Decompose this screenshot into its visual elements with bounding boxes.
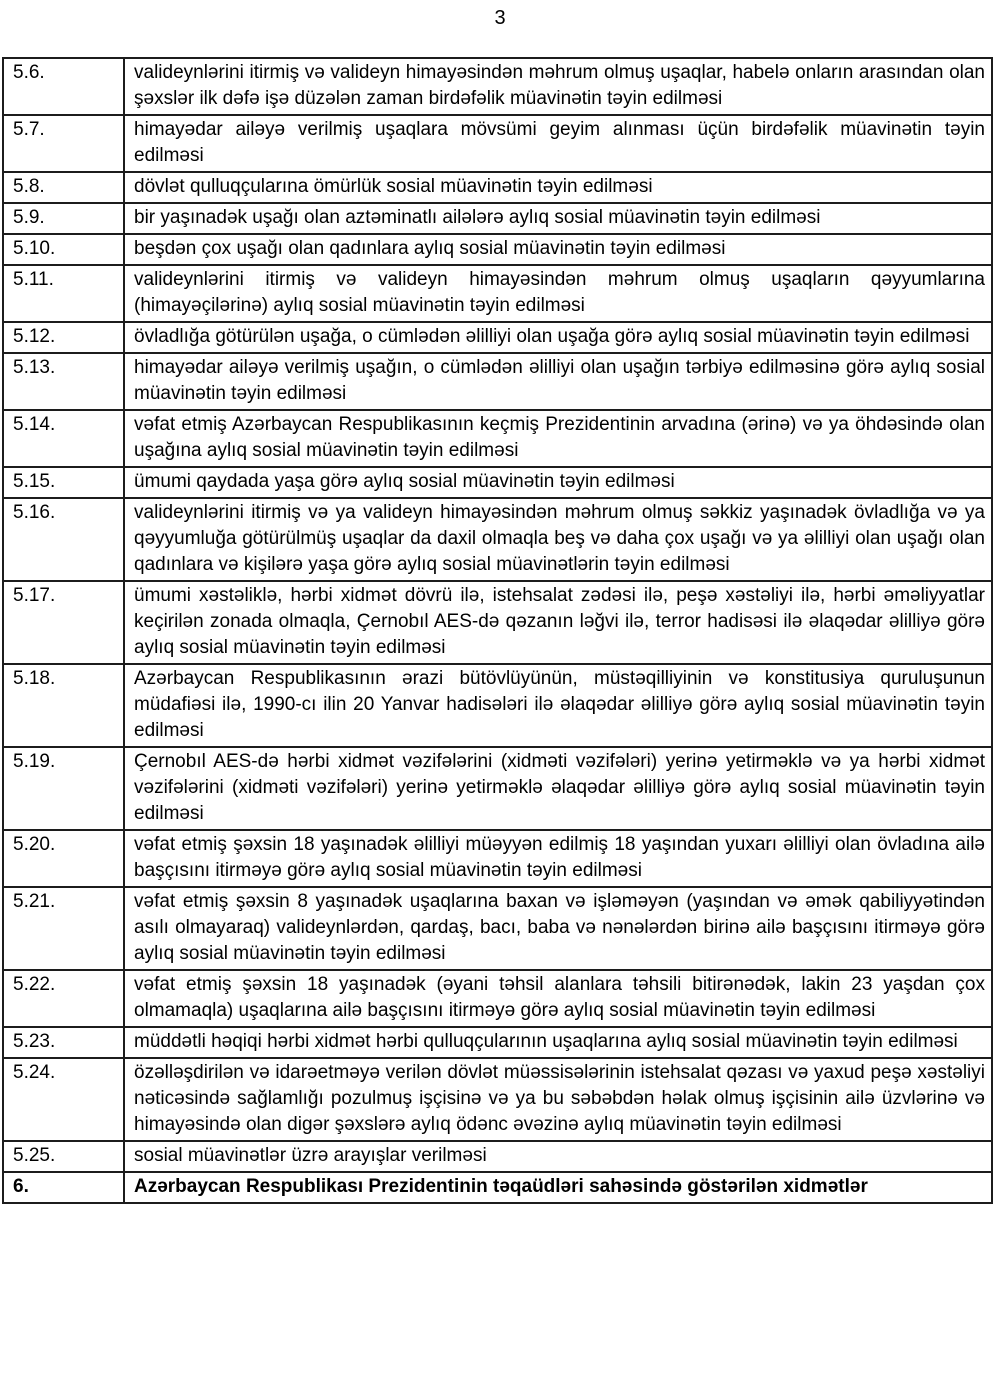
table-row (3, 172, 992, 203)
row-text-cell: valideynlərini itirmiş və valideyn himayəsindən məhrum olmuş uşaqların qəyyumlarına (himayəçilərinə) aylıq sosial müavinətin təyin edilməsi (124, 265, 992, 322)
row-text-cell: Azərbaycan Respublikasının ərazi bütövlüyünün, müstəqilliyinin və konstitusiya quruluşunun müdafiəsi ilə, 1990-cı ilin 20 Yanvar hadisələri ilə əlaqədar əlilliyə görə aylıq sosial müavinətin təyin edilməsi (124, 664, 992, 747)
row-number-cell: 5.7. (3, 115, 124, 172)
row-text-cell: vəfat etmiş şəxsin 18 yaşınadək (əyani təhsil alanlara təhsili bitirənədək, lakin 23 yaşdan çox olmamaqla) uşaqlarına ailə başçısını itirməyə görə aylıq sosial müavinətin təyin edilməsi (124, 970, 992, 1027)
row-text-cell: vəfat etmiş şəxsin 18 yaşınadək əlilliyi müəyyən edilmiş 18 yaşından yuxarı əlilliyi olan övladına ailə başçısını itirməyə görə aylıq sosial müavinətin təyin edilməsi (124, 830, 992, 887)
row-text-cell: ümumi qaydada yaşa görə aylıq sosial müavinətin təyin edilməsi (124, 467, 992, 498)
table-row (3, 1141, 992, 1172)
row-text-cell: övladlığa götürülən uşağa, o cümlədən əlilliyi olan uşağa görə aylıq sosial müavinətin təyin edilməsi (124, 322, 992, 353)
row-text-cell: özəlləşdirilən və idarəetməyə verilən dövlət müəssisələrinin istehsalat qəzası və yaxud peşə xəstəliyi nəticəsində sağlamlığı pozulmuş işçisinə və ya bu səbəbdən həlak olmuş işçisinin ailə üzvlərinə və himayəsində olan digər şəxslərə aylıq ödənc əvəzinə aylıq müavinətin təyin edilməsi (124, 1058, 992, 1141)
table-row (3, 970, 992, 1027)
row-text-cell: vəfat etmiş Azərbaycan Respublikasının keçmiş Prezidentinin arvadına (ərinə) və ya öhdəsində olan uşağına aylıq sosial müavinətin təyin edilməsi (124, 410, 992, 467)
services-table (2, 57, 993, 1204)
table-row (3, 498, 992, 581)
table-row-section-heading (3, 1172, 992, 1203)
row-number-cell: 5.6. (3, 58, 124, 115)
row-number-cell: 5.10. (3, 234, 124, 265)
row-number-cell: 5.8. (3, 172, 124, 203)
row-number-cell: 5.17. (3, 581, 124, 664)
row-number-cell: 5.22. (3, 970, 124, 1027)
row-number-cell: 5.25. (3, 1141, 124, 1172)
row-text-cell: beşdən çox uşağı olan qadınlara aylıq sosial müavinətin təyin edilməsi (124, 234, 992, 265)
table-row (3, 353, 992, 410)
row-text-cell: valideynlərini itirmiş və valideyn himayəsindən məhrum olmuş uşaqlar, habelə onların arasından olan şəxslər ilk dəfə işə düzələn zaman birdəfəlik müavinətin təyin edilməsi (124, 58, 992, 115)
table-row (3, 887, 992, 970)
row-text-cell: Azərbaycan Respublikası Prezidentinin təqaüdləri sahəsində göstərilən xidmətlər (124, 1172, 992, 1203)
table-row (3, 1027, 992, 1058)
row-text-cell: himayədar ailəyə verilmiş uşaqlara mövsümi geyim alınması üçün birdəfəlik müavinətin təyin edilməsi (124, 115, 992, 172)
row-text-cell: bir yaşınadək uşağı olan aztəminatlı ailələrə aylıq sosial müavinətin təyin edilməsi (124, 203, 992, 234)
table-row (3, 234, 992, 265)
table-row (3, 581, 992, 664)
row-text-cell: müddətli həqiqi hərbi xidmət hərbi qulluqçularının uşaqlarına aylıq sosial müavinətin təyin edilməsi (124, 1027, 992, 1058)
row-number-cell: 5.13. (3, 353, 124, 410)
table-row (3, 203, 992, 234)
row-text-cell: himayədar ailəyə verilmiş uşağın, o cümlədən əlilliyi olan uşağın tərbiyə edilməsinə görə aylıq sosial müavinətin təyin edilməsi (124, 353, 992, 410)
row-text-cell: valideynlərini itirmiş və ya valideyn himayəsindən məhrum olmuş səkkiz yaşınadək övladlığa və ya qəyyumluğa götürülmüş uşaqlar da daxil olmaqla beş və daha çox uşağı və ya əlilliyi olan uşağı olan qadınlara və kişilərə yaşa görə aylıq sosial müavinətlərin təyin edilməsi (124, 498, 992, 581)
page-number: 3 (494, 7, 506, 29)
table-row (3, 115, 992, 172)
row-number-cell: 5.21. (3, 887, 124, 970)
row-number-cell: 5.19. (3, 747, 124, 830)
row-number-cell: 5.15. (3, 467, 124, 498)
row-text-cell: sosial müavinətlər üzrə arayışlar verilməsi (124, 1141, 992, 1172)
row-number-cell: 5.20. (3, 830, 124, 887)
row-number-cell: 5.16. (3, 498, 124, 581)
row-text-cell: ümumi xəstəliklə, hərbi xidmət dövrü ilə, istehsalat zədəsi ilə, peşə xəstəliyi ilə, hərbi əməliyyatlar keçirilən zonada olmaqla, Çernobıl AES-də qəzanın ləğvi ilə, terror hadisəsi ilə əlaqədar əlilliyə görə aylıq sosial müavinətin təyin edilməsi (124, 581, 992, 664)
table-row (3, 830, 992, 887)
row-number-cell: 5.18. (3, 664, 124, 747)
table-row (3, 747, 992, 830)
row-text-cell: vəfat etmiş şəxsin 8 yaşınadək uşaqlarına baxan və işləməyən (yaşından və əmək qabiliyyətindən asılı olmayaraq) valideynlərdən, qardaş, bacı, baba və nənələrdən birinə ailə başçısını itirməyə görə aylıq sosial müavinətin təyin edilməsi (124, 887, 992, 970)
table-row (3, 58, 992, 115)
table-row (3, 1058, 992, 1141)
table-row (3, 664, 992, 747)
row-number-cell: 6. (3, 1172, 124, 1203)
row-number-cell: 5.11. (3, 265, 124, 322)
row-text-cell: dövlət qulluqçularına ömürlük sosial müavinətin təyin edilməsi (124, 172, 992, 203)
table-row (3, 467, 992, 498)
row-number-cell: 5.12. (3, 322, 124, 353)
row-number-cell: 5.14. (3, 410, 124, 467)
row-number-cell: 5.9. (3, 203, 124, 234)
row-number-cell: 5.24. (3, 1058, 124, 1141)
row-number-cell: 5.23. (3, 1027, 124, 1058)
table-row (3, 410, 992, 467)
row-text-cell: Çernobıl AES-də hərbi xidmət vəzifələrini (xidməti vəzifələri) yerinə yetirməklə və ya hərbi xidmət vəzifələrini (xidməti vəzifələri) yerinə yetirməklə əlaqədar əlilliyə görə aylıq sosial müavinətin təyin edilməsi (124, 747, 992, 830)
table-row (3, 265, 992, 322)
table-row (3, 322, 992, 353)
